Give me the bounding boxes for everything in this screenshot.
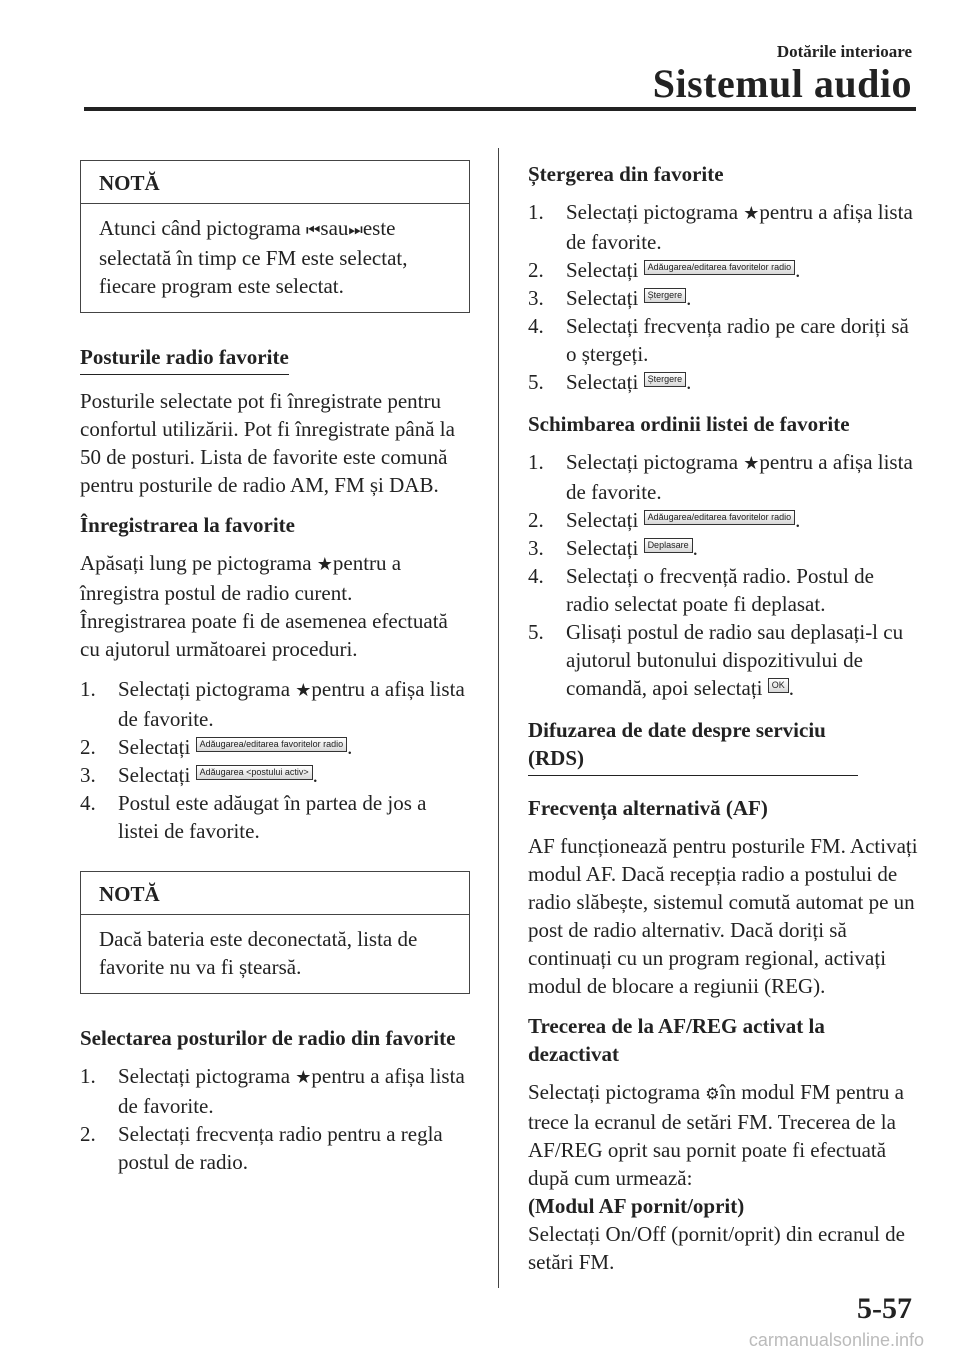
list-item: 5. Glisați postul de radio sau deplasați-l cu ajutorul butonului dispozitivului de comandă, apoi selectați OK . (528, 620, 904, 700)
star-icon: ★ (295, 680, 312, 701)
step-list (528, 448, 920, 702)
list-item: 4. Postul este adăugat în partea de jos a listei de favorite. (80, 791, 427, 843)
subheading: Frecvența alternativă (AF) (528, 796, 768, 820)
button-label-tag: Adăugarea/editarea favoritelor radio (196, 737, 348, 752)
button-label-tag: Adăugarea <postului activ> (196, 765, 313, 780)
section-heading: Difuzarea de date despre serviciu (RDS) (528, 716, 858, 776)
star-icon: ★ (743, 453, 760, 474)
list-item: 2. Selectați Adăugarea/editarea favoritelor radio . (80, 735, 353, 759)
button-label-tag: Ștergere (644, 372, 687, 387)
page-number: 5-57 (857, 1292, 912, 1325)
list-item: 2. Selectați frecvența radio pentru a regla postul de radio. (80, 1122, 443, 1174)
button-label-tag: Ștergere (644, 288, 687, 303)
star-icon: ★ (316, 554, 333, 575)
right-column (528, 160, 920, 1288)
note-body: Atunci când pictograma ⏮sau⏭este selectată în timp ce FM este selectat, fiecare program este selectat. (99, 216, 408, 298)
note-box-1 (80, 160, 470, 313)
note-title: NOTĂ (81, 872, 469, 915)
paragraph: Posturile selectate pot fi înregistrate pentru confortul utilizării. Pot fi înregistrate până la 50 de posturi. Lista de favorite este comună pentru posturile de radio AM, FM și DAB. (80, 389, 455, 497)
page-title: Sistemul audio (652, 61, 912, 106)
list-item: 1. Selectați pictograma ★pentru a afișa lista de favorite. (80, 1064, 465, 1118)
list-item: 1. Selectați pictograma ★pentru a afișa lista de favorite. (80, 677, 465, 731)
list-item: 4. Selectați frecvența radio pe care doriți să o ștergeți. (528, 314, 909, 366)
list-item: 3. Selectați Adăugarea <postului activ> . (80, 763, 318, 787)
next-track-icon: ⏭ (348, 220, 363, 239)
column-divider (498, 148, 499, 1288)
watermark: carmanualsonline.info (748, 1330, 924, 1350)
note-box-2 (80, 871, 470, 994)
subheading: Trecerea de la AF/REG activat la dezactivat (528, 1014, 825, 1066)
paragraph: AF funcționează pentru posturile FM. Activați modul AF. Dacă recepția radio a postului de radio slăbește, sistemul comută automat pe un post de radio alternativ. Dacă doriți să continuați cu un program regional, activați modul de blocare a regiunii (REG). (528, 834, 918, 998)
list-item: 5. Selectați Ștergere . (528, 370, 692, 394)
left-column (80, 160, 470, 1190)
list-item: 3. Selectați Deplasare . (528, 536, 698, 560)
step-list (80, 1062, 470, 1176)
subheading: Ștergerea din favorite (528, 162, 724, 186)
section-heading: Posturile radio favorite (80, 343, 289, 375)
button-label-tag: Deplasare (644, 538, 693, 553)
subheading: Selectarea posturilor de radio din favorite (80, 1026, 456, 1050)
star-icon: ★ (295, 1067, 312, 1088)
paragraph: Selectați On/Off (pornit/oprit) din ecranul de setări FM. (528, 1222, 905, 1274)
note-title: NOTĂ (81, 161, 469, 204)
paragraph: Selectați pictograma ⚙în modul FM pentru a trece la ecranul de setări FM. Trecerea de la AF/REG oprit sau pornit poate fi efectuată după cum urmează: (528, 1080, 904, 1190)
button-label-tag: Adăugarea/editarea favoritelor radio (644, 260, 796, 275)
header-section: Dotările interioare (776, 42, 912, 61)
list-item: 2. Selectați Adăugarea/editarea favoritelor radio . (528, 258, 801, 282)
step-list (528, 198, 920, 396)
list-item: 1. Selectați pictograma ★pentru a afișa lista de favorite. (528, 450, 913, 504)
list-item: 3. Selectați Ștergere . (528, 286, 692, 310)
button-label-tag: OK (768, 678, 789, 693)
star-icon: ★ (743, 203, 760, 224)
subheading: Înregistrarea la favorite (80, 513, 295, 537)
mode-title: (Modul AF pornit/oprit) (528, 1194, 745, 1218)
step-list (80, 675, 470, 845)
list-item: 4. Selectați o frecvență radio. Postul de radio selectat poate fi deplasat. (528, 564, 874, 616)
subheading: Schimbarea ordinii listei de favorite (528, 412, 850, 436)
prev-track-icon: ⏮ (306, 220, 321, 239)
gear-icon: ⚙ (705, 1084, 720, 1103)
note-body: Dacă bateria este deconectată, lista de favorite nu va fi ștearsă. (99, 927, 418, 979)
list-item: 1. Selectați pictograma ★pentru a afișa lista de favorite. (528, 200, 913, 254)
paragraph: Apăsați lung pe pictograma ★pentru a înregistra postul de radio curent. Înregistrarea poate fi de asemenea efectuată cu ajutorul următoarei proceduri. (80, 551, 448, 661)
list-item: 2. Selectați Adăugarea/editarea favoritelor radio . (528, 508, 801, 532)
header-rule (84, 107, 916, 111)
button-label-tag: Adăugarea/editarea favoritelor radio (644, 510, 796, 525)
